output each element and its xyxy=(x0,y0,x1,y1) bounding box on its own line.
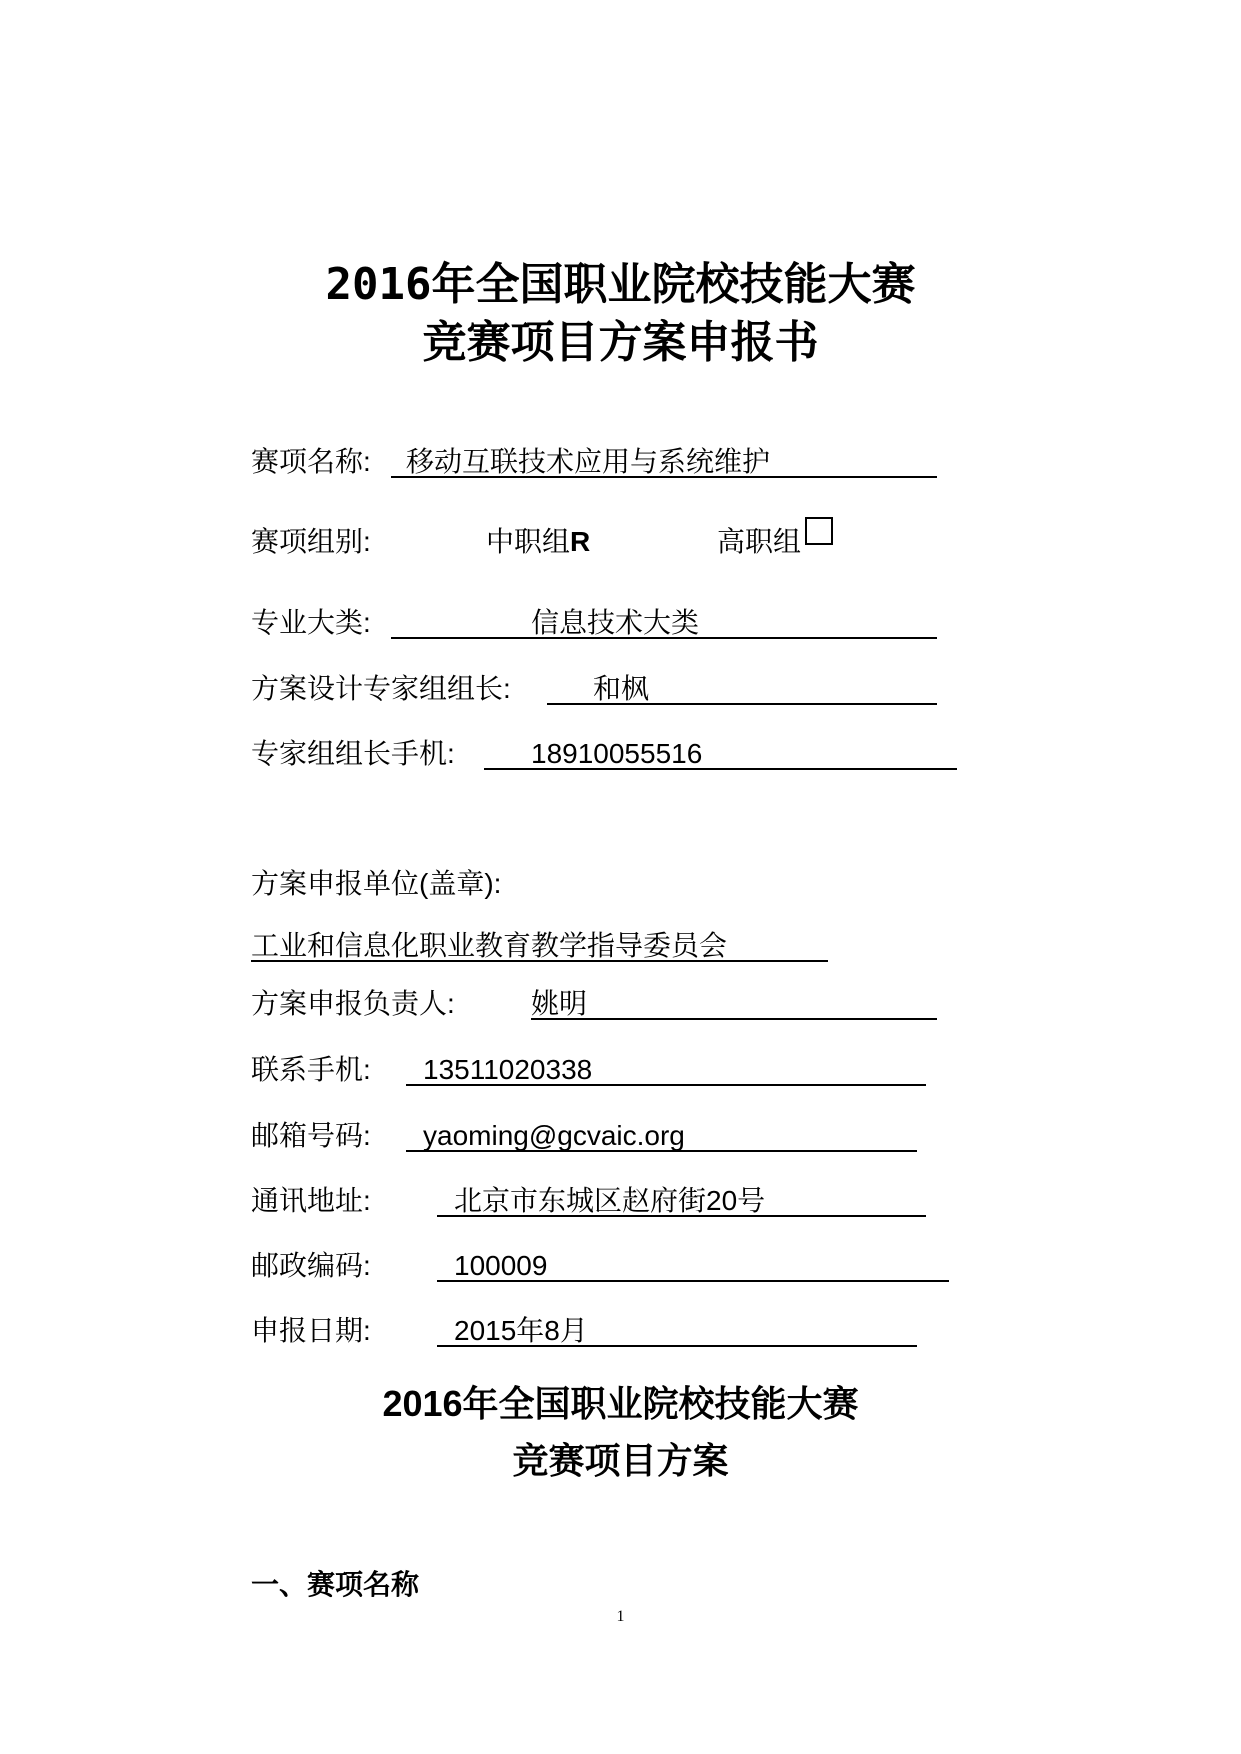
applicant-person-value: 姚明 xyxy=(531,988,588,1019)
event-group-row xyxy=(251,525,951,559)
cover-title-line2: 竞赛项目方案申报书 xyxy=(422,317,819,368)
email-row xyxy=(251,1119,941,1153)
cover-title-line1: 2016年全国职业院校技能大赛 xyxy=(325,259,916,310)
contact-phone-label: 联系手机: xyxy=(251,1054,371,1085)
event-name-value: 移动互联技术应用与系统维护 xyxy=(406,446,771,477)
secondary-vocational-label: 中职组 xyxy=(486,526,571,557)
address-label: 通讯地址: xyxy=(251,1185,371,1216)
applicant-unit-value: 工业和信息化职业教育教学指导委员会 xyxy=(251,930,728,961)
major-category-label: 专业大类: xyxy=(251,607,371,638)
higher-vocational-checkbox[interactable] xyxy=(805,517,833,545)
apply-date-row xyxy=(251,1314,941,1348)
major-category-row xyxy=(251,606,941,640)
postal-code-value: 100009 xyxy=(454,1250,548,1281)
event-name-label: 赛项名称: xyxy=(251,446,371,477)
event-name-row xyxy=(251,445,941,479)
expert-phone-value: 18910055516 xyxy=(531,738,703,769)
secondary-vocational-mark: R xyxy=(570,526,591,557)
section-heading-event-name: 一、赛项名称 xyxy=(251,1569,420,1600)
event-group-label: 赛项组别: xyxy=(251,526,371,557)
applicant-unit-label: 方案申报单位(盖章): xyxy=(251,868,502,899)
page-number: 1 xyxy=(616,1608,625,1625)
expert-phone-row xyxy=(251,737,961,771)
email-value: yaoming@gcvaic.org xyxy=(423,1120,685,1151)
expert-leader-label: 方案设计专家组组长: xyxy=(251,673,511,704)
plan-title-line2: 竞赛项目方案 xyxy=(512,1440,729,1481)
email-label: 邮箱号码: xyxy=(251,1120,371,1151)
postal-code-label: 邮政编码: xyxy=(251,1250,371,1281)
expert-leader-row xyxy=(251,672,941,706)
plan-title-line1: 2016年全国职业院校技能大赛 xyxy=(382,1383,859,1424)
applicant-person-underline xyxy=(531,1018,937,1020)
contact-phone-value: 13511020338 xyxy=(423,1054,593,1085)
applicant-person-row xyxy=(251,987,941,1021)
applicant-person-label: 方案申报负责人: xyxy=(251,988,455,1019)
expert-leader-value: 和枫 xyxy=(593,673,650,704)
higher-vocational-option[interactable] xyxy=(717,525,833,559)
postal-code-row xyxy=(251,1249,961,1283)
major-category-value: 信息技术大类 xyxy=(531,607,700,638)
address-row xyxy=(251,1184,941,1218)
secondary-vocational-option[interactable] xyxy=(486,525,590,559)
apply-date-label: 申报日期: xyxy=(251,1315,371,1346)
applicant-unit-row xyxy=(251,929,831,963)
expert-phone-label: 专家组组长手机: xyxy=(251,738,455,769)
address-value: 北京市东城区赵府街20号 xyxy=(454,1185,766,1216)
higher-vocational-label: 高职组 xyxy=(717,526,802,557)
contact-phone-row xyxy=(251,1053,941,1087)
apply-date-value: 2015年8月 xyxy=(454,1315,588,1346)
